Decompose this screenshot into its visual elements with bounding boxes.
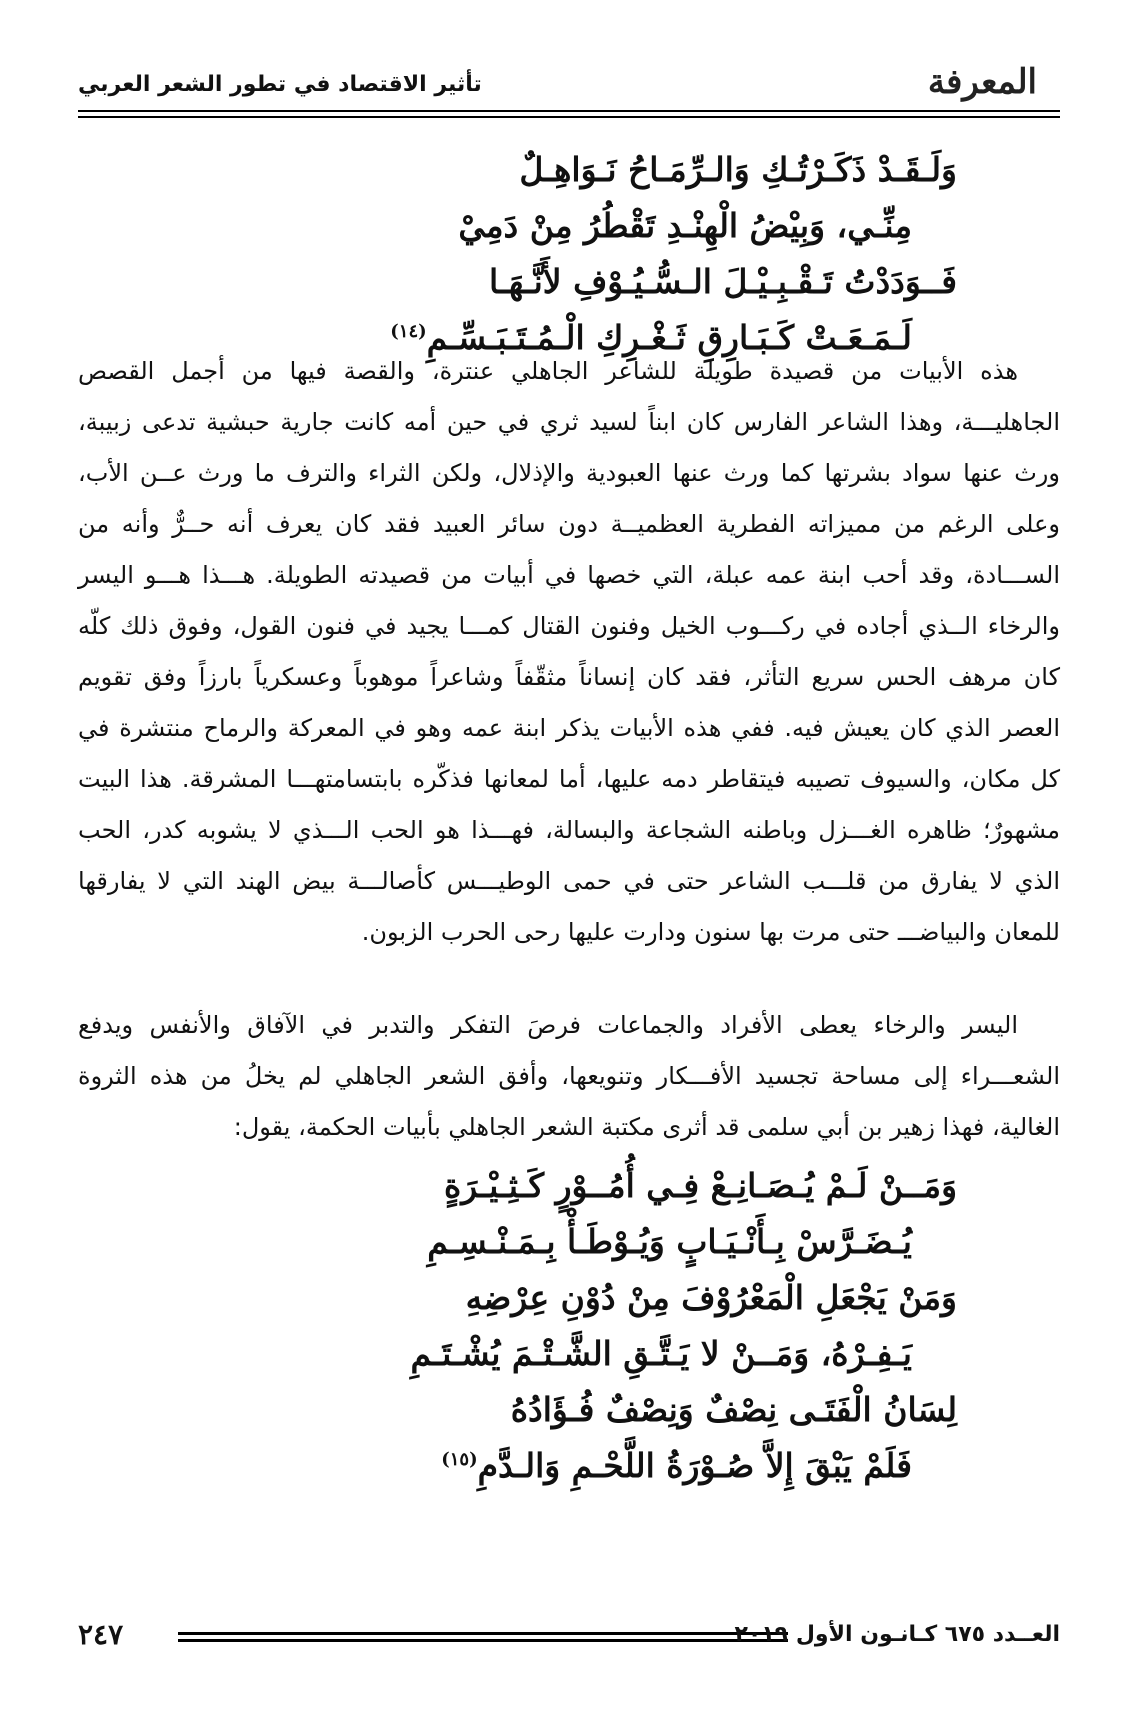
paragraph-zuhair [78,1000,1060,1153]
header-rule-secondary [78,116,1060,118]
body-paragraph: اليسر والرخاء يعطى الأفراد والجماعات فرصَ التفكر والتدبر في الآفاق والأنفس ويدفع الشعـــراء إلى مساحة تجسيد الأفـــكار وتنويعها، وأفق الشعر الجاهلي لم يخلُ من هذه الثروة الغالية، فهذا زهير بن أبي سلمى قد أثرى مكتبة الشعر الجاهلي بأبيات الحكمة، يقول: [78,1011,1060,1141]
magazine-logo: المعرفة [927,62,1037,102]
header-rule [78,110,1060,112]
running-title: تأثير الاقتصاد في تطور الشعر العربي [78,72,482,97]
verse-text: لَـمَـعَـتْ كَـبَـارِقِ ثَـغْـرِكِ الْـمُـتَـبَـسِّـمِ [426,318,912,357]
poem-antara [137,142,957,366]
verse-line: يُـضَـرَّسْ بِـأَنْـيَـابٍ وَيُـوْطَـأْ بِـمَـنْـسِـمِ [427,1222,912,1261]
verse-line [137,1438,957,1494]
verse-text: فَلَمْ يَبْقَ إِلاَّ صُـوْرَةُ اللَّحْـمِ وَالـدَّمِ [477,1446,912,1485]
verse-line: وَلَـقَـدْ ذَكَـرْتُـكِ وَالـرِّمَـاحُ نَـوَاهِـلٌ [519,150,957,189]
paragraph-antara [78,346,1060,958]
body-paragraph: هذه الأبيات من قصيدة طويلة للشاعر الجاهلي عنترة، والقصة فيها من أجمل القصص الجاهليـــة، وهذا الشاعر الفارس كان ابناً لسيد ثري في حين أمه كانت جارية حبشية تدعى زبيبة، ورث عنها سواد بشرتها كما ورث عنها العبودية والإذلال، ولكن الثراء والترف ما ورث عــن الأب، وعلى الرغم من مميزاته الفطرية العظميــة دون سائر العبيد فقد كان يعرف أنه حــرٌّ وأنه من الســـادة، وقد أحب ابنة عمه عبلة، التي خصها في أبيات من قصيدته الطويلة. هـــذا هـــو اليسر والرخاء الــذي أجاده في ركـــوب الخيل وفنون القتال كمـــا يجيد في فنون القول، وفوق ذلك كلّه كان مرهف الحس سريع التأثر، فقد كان إنساناً مثقّفاً وشاعراً موهوباً وعسكرياً بارزاً وفق تقويم العصر الذي كان يعيش فيه. ففي هذه الأبيات يذكر ابنة عمه وهو في المعركة والرماح منتشرة في كل مكان، والسيوف تصيبه فيتقاطر دمه عليها، أما لمعانها فذكّره بابتسامتهـــا المشرقة. هذا البيت مشهورٌ؛ ظاهره الغـــزل وباطنه الشجاعة والبسالة، فهـــذا هو الحب الـــذي لا يشوبه كدر، الحب الذي لا يفارق من قلـــب الشاعر حتى في حمى الوطيـــس كأصالـــة بيض الهند التي لا يفارقها للمعان والبياضـــ حتى مرت بها سنون ودارت عليها رحى الحرب الزبون. [78,357,1060,946]
poem-zuhair [137,1158,957,1494]
page-footer [78,1618,1060,1658]
footnote-marker: (١٤) [390,321,427,342]
issue-info: العــدد ٦٧٥ كـانـون الأول ٢٠١٩ [734,1622,1060,1647]
verse-line: يَـفِـرْهُ، وَمَــنْ لا يَـتَّـقِ الشَّـتْـمَ يُشْـتَـمِ [410,1334,912,1373]
footnote-marker: (١٥) [441,1449,478,1470]
verse-line: وَمَنْ يَجْعَلِ الْمَعْرُوْفَ مِنْ دُوْنِ عِرْضِهِ [465,1278,957,1317]
footer-rule [178,1632,788,1635]
verse-line: فَــوَدَدْتُ تَـقْـبِـيْـلَ الـسُّـيُـوْفِ لأَنَّـهَـا [488,262,957,301]
verse-line: وَمَــنْ لَـمْ يُـصَـانِـعْ فِـي أُمُــوْرٍ كَـثِـيْـرَةٍ [443,1166,957,1205]
page-number: ٢٤٧ [78,1618,124,1651]
footer-rule-secondary [178,1639,788,1642]
verse-line: لِسَانُ الْفَتَـى نِصْفٌ وَنِصْفٌ فُـؤَادُهُ [510,1390,957,1429]
verse-line: مِنِّـي، وَبِيْضُ الْهِنْـدِ تَقْطُرُ مِنْ دَمِيْ [458,206,912,245]
